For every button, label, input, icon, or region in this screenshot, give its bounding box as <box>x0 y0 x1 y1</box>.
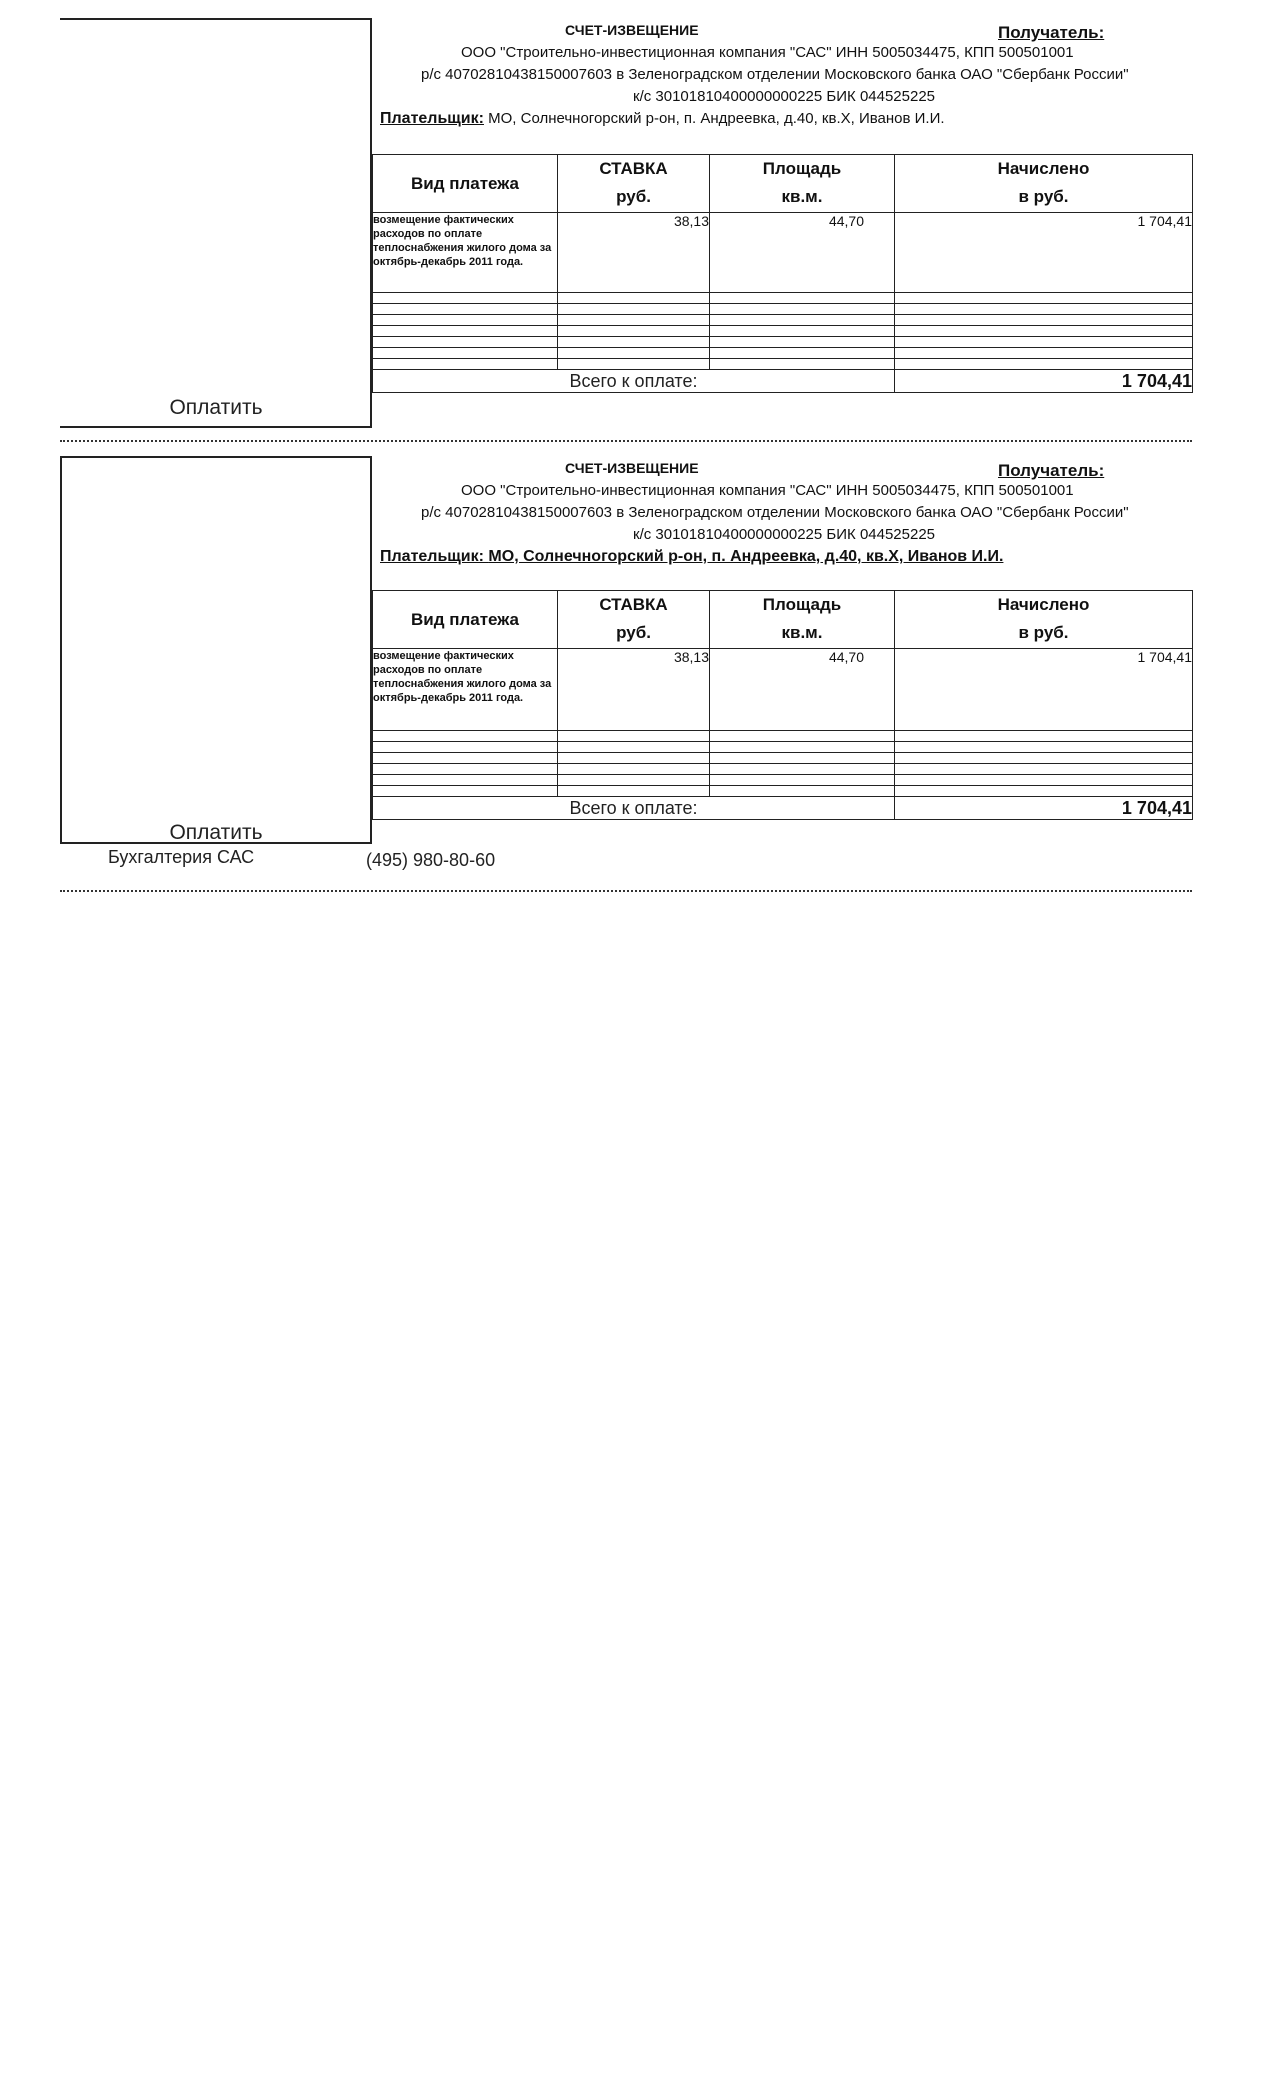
charged-value: 1 704,41 <box>895 649 1193 731</box>
bank-line: к/с 30101810400000000225 БИК 044525225 <box>633 526 936 543</box>
company-line: ООО "Строительно-инвестиционная компания "САС" ИНН 5005034475, КПП 500501001 <box>461 44 1074 61</box>
total-value: 1 704,41 <box>895 797 1193 820</box>
empty-row <box>373 753 1193 764</box>
invoice-slip-1 <box>0 0 1275 450</box>
payment-description: возмещение фактических расходов по оплате теплоснабжения жилого дома за октябрь-декабрь 2011 года. <box>373 213 558 293</box>
empty-row <box>373 742 1193 753</box>
empty-row <box>373 337 1193 348</box>
payer-value: МО, Солнечногорский р-он, п. Андреевка, д.40, кв.Х, Иванов И.И. <box>488 110 945 127</box>
total-row <box>373 370 1193 393</box>
payer-label: Плательщик: <box>380 110 484 127</box>
company-line: ООО "Строительно-инвестиционная компания "САС" ИНН 5005034475, КПП 500501001 <box>461 482 1074 499</box>
empty-row <box>373 359 1193 370</box>
document-title: СЧЕТ-ИЗВЕЩЕНИЕ <box>565 460 699 476</box>
payer-line <box>380 108 1200 129</box>
empty-row <box>373 304 1193 315</box>
payer-line <box>380 546 1200 567</box>
account-line: р/с 40702810438150007603 в Зеленоградском отделении Московского банка ОАО "Сбербанк России" <box>421 66 1129 83</box>
pay-label: Оплатить <box>169 821 263 844</box>
slip-stub <box>60 18 372 428</box>
pay-label: Оплатить <box>169 396 263 419</box>
slip-stub <box>60 456 372 844</box>
total-value: 1 704,41 <box>895 370 1193 393</box>
table-row <box>373 213 1193 293</box>
area-value: 44,70 <box>710 213 895 293</box>
charges-table <box>372 154 1193 393</box>
payer-value: МО, Солнечногорский р-он, п. Андреевка, д.40, кв.Х, Иванов И.И. <box>488 548 1004 565</box>
recipient-label: Получатель: <box>998 461 1105 480</box>
empty-row <box>373 786 1193 797</box>
cut-line <box>60 440 1192 442</box>
header-area: Площадь кв.м. <box>710 591 895 649</box>
charges-table <box>372 590 1193 820</box>
charged-value: 1 704,41 <box>895 213 1193 293</box>
total-label: Всего к оплате: <box>373 370 895 393</box>
contact-phone: (495) 980-80-60 <box>366 850 496 870</box>
header-charged: Начислено в руб. <box>895 155 1193 213</box>
empty-row <box>373 775 1193 786</box>
header-payment-type: Вид платежа <box>373 155 558 213</box>
table-row <box>373 649 1193 731</box>
total-row <box>373 797 1193 820</box>
empty-row <box>373 315 1193 326</box>
empty-row <box>373 326 1193 337</box>
recipient-label: Получатель: <box>998 23 1105 42</box>
empty-row <box>373 348 1193 359</box>
rate-value: 38,13 <box>558 649 710 731</box>
header-area: Площадь кв.м. <box>710 155 895 213</box>
area-value: 44,70 <box>710 649 895 731</box>
empty-row <box>373 764 1193 775</box>
bank-line: к/с 30101810400000000225 БИК 044525225 <box>633 88 936 105</box>
payer-label: Плательщик: <box>380 548 484 565</box>
account-line: р/с 40702810438150007603 в Зеленоградском отделении Московского банка ОАО "Сбербанк России" <box>421 504 1129 521</box>
rate-value: 38,13 <box>558 213 710 293</box>
header-rate: СТАВКА руб. <box>558 155 710 213</box>
payment-description: возмещение фактических расходов по оплате теплоснабжения жилого дома за октябрь-декабрь 2011 года. <box>373 649 558 731</box>
document-title: СЧЕТ-ИЗВЕЩЕНИЕ <box>565 22 699 38</box>
invoice-slip-2 <box>0 450 1275 900</box>
header-rate: СТАВКА руб. <box>558 591 710 649</box>
total-label: Всего к оплате: <box>373 797 895 820</box>
empty-row <box>373 731 1193 742</box>
header-charged: Начислено в руб. <box>895 591 1193 649</box>
empty-row <box>373 293 1193 304</box>
accounting-department: Бухгалтерия САС <box>108 847 255 867</box>
cut-line <box>60 890 1192 892</box>
header-payment-type: Вид платежа <box>373 591 558 649</box>
